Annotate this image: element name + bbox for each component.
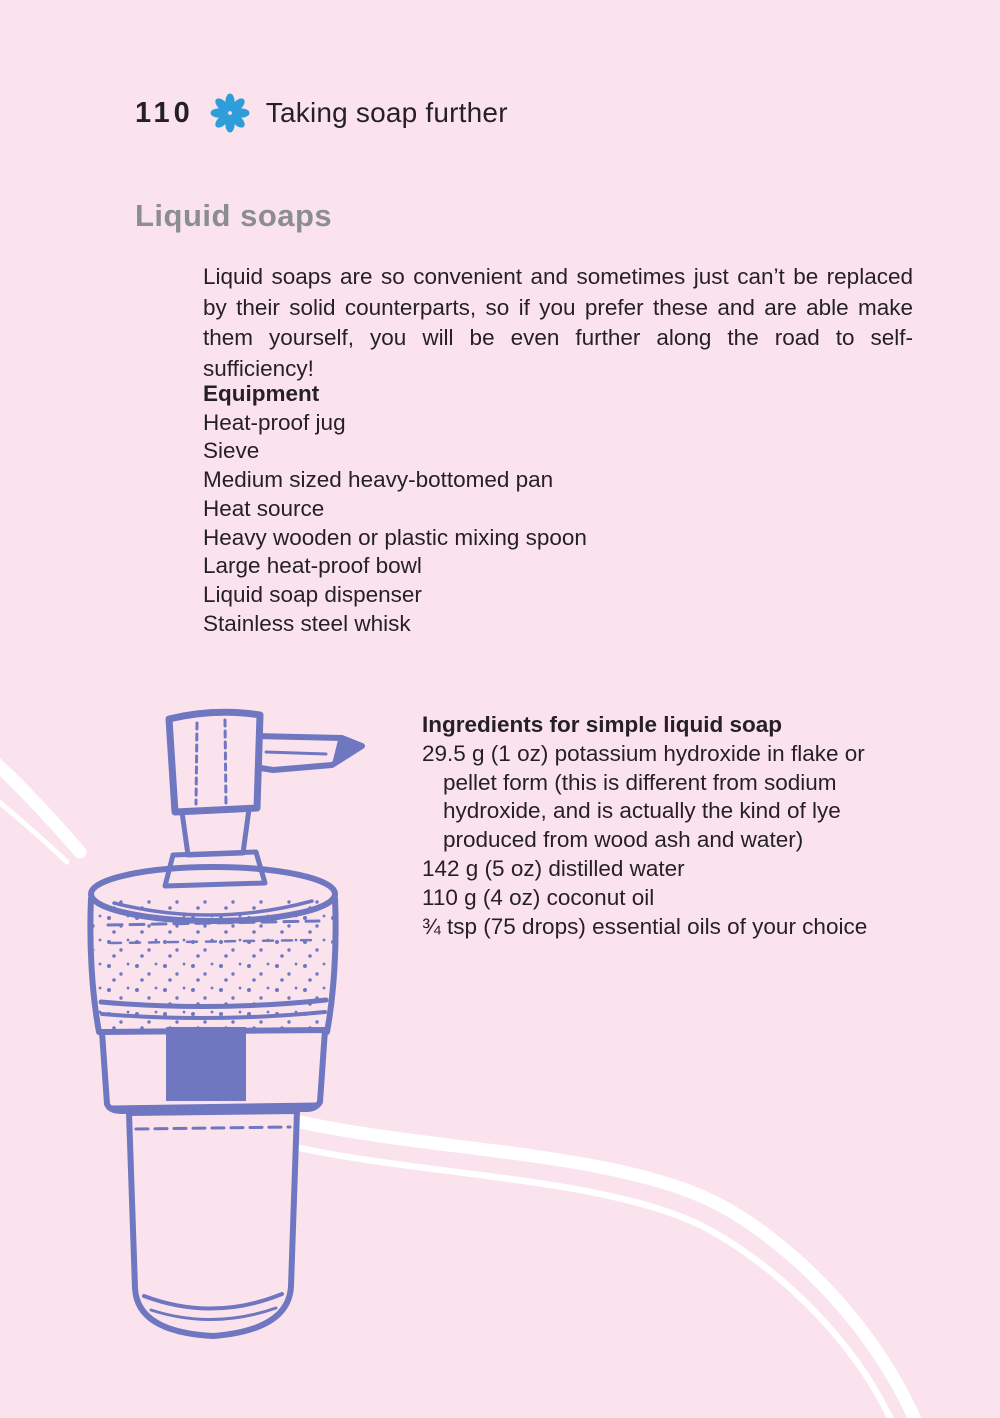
- ingredients-heading: Ingredients for simple liquid soap: [422, 712, 783, 737]
- section-title: Liquid soaps: [135, 198, 333, 233]
- ingredients-block: [422, 711, 902, 941]
- soap-dispenser-illustration: [76, 696, 371, 1351]
- bottle-bottom-cup: [129, 1111, 297, 1336]
- flower-icon: [209, 92, 251, 134]
- equipment-item: Large heat-proof bowl: [203, 553, 422, 579]
- running-header: [135, 92, 508, 134]
- ingredient-item: 29.5 g (1 oz) potassium hydroxide in flake or pellet form (this is different from sodium hydroxide, and is actually the kind of lye produced from wood ash and water): [422, 740, 865, 853]
- equipment-item: Stainless steel whisk: [203, 610, 411, 636]
- bottle-holder-band: [102, 1027, 325, 1111]
- ingredient-item: 110 g (4 oz) coconut oil: [422, 884, 655, 910]
- pump-neck: [165, 809, 265, 886]
- intro-paragraph: Liquid soaps are so convenient and sometimes just can’t be replaced by their solid counterparts, so if you prefer these and are able make them yourself, you will be even further along the road to self-sufficiency!: [203, 264, 913, 381]
- chapter-title: Taking soap further: [265, 97, 508, 128]
- equipment-item: Heat-proof jug: [203, 409, 346, 435]
- ingredients-list: [422, 740, 902, 942]
- swoosh-top-left-outer: [0, 756, 80, 852]
- swoosh-bottom-inner: [300, 1148, 893, 1418]
- equipment-item: Sieve: [203, 438, 260, 464]
- pump-cap: [169, 712, 260, 812]
- page-number: 110: [135, 96, 194, 129]
- ingredient-item: 142 g (5 oz) distilled water: [422, 855, 685, 881]
- swoosh-top-left-inner: [0, 793, 67, 862]
- equipment-block: [203, 380, 587, 638]
- holder-dark-panel: [166, 1027, 246, 1101]
- swoosh-bottom-outer: [300, 1122, 917, 1418]
- equipment-list: [203, 409, 587, 639]
- ingredient-item: ¾ tsp (75 drops) essential oils of your choice: [422, 913, 868, 939]
- equipment-heading: Equipment: [203, 381, 320, 406]
- equipment-item: Liquid soap dispenser: [203, 581, 422, 607]
- equipment-item: Heavy wooden or plastic mixing spoon: [203, 524, 587, 550]
- bottle-body: [90, 898, 335, 1032]
- pump-spout: [254, 736, 362, 770]
- equipment-item: Heat source: [203, 495, 325, 521]
- equipment-item: Medium sized heavy-bottomed pan: [203, 467, 554, 493]
